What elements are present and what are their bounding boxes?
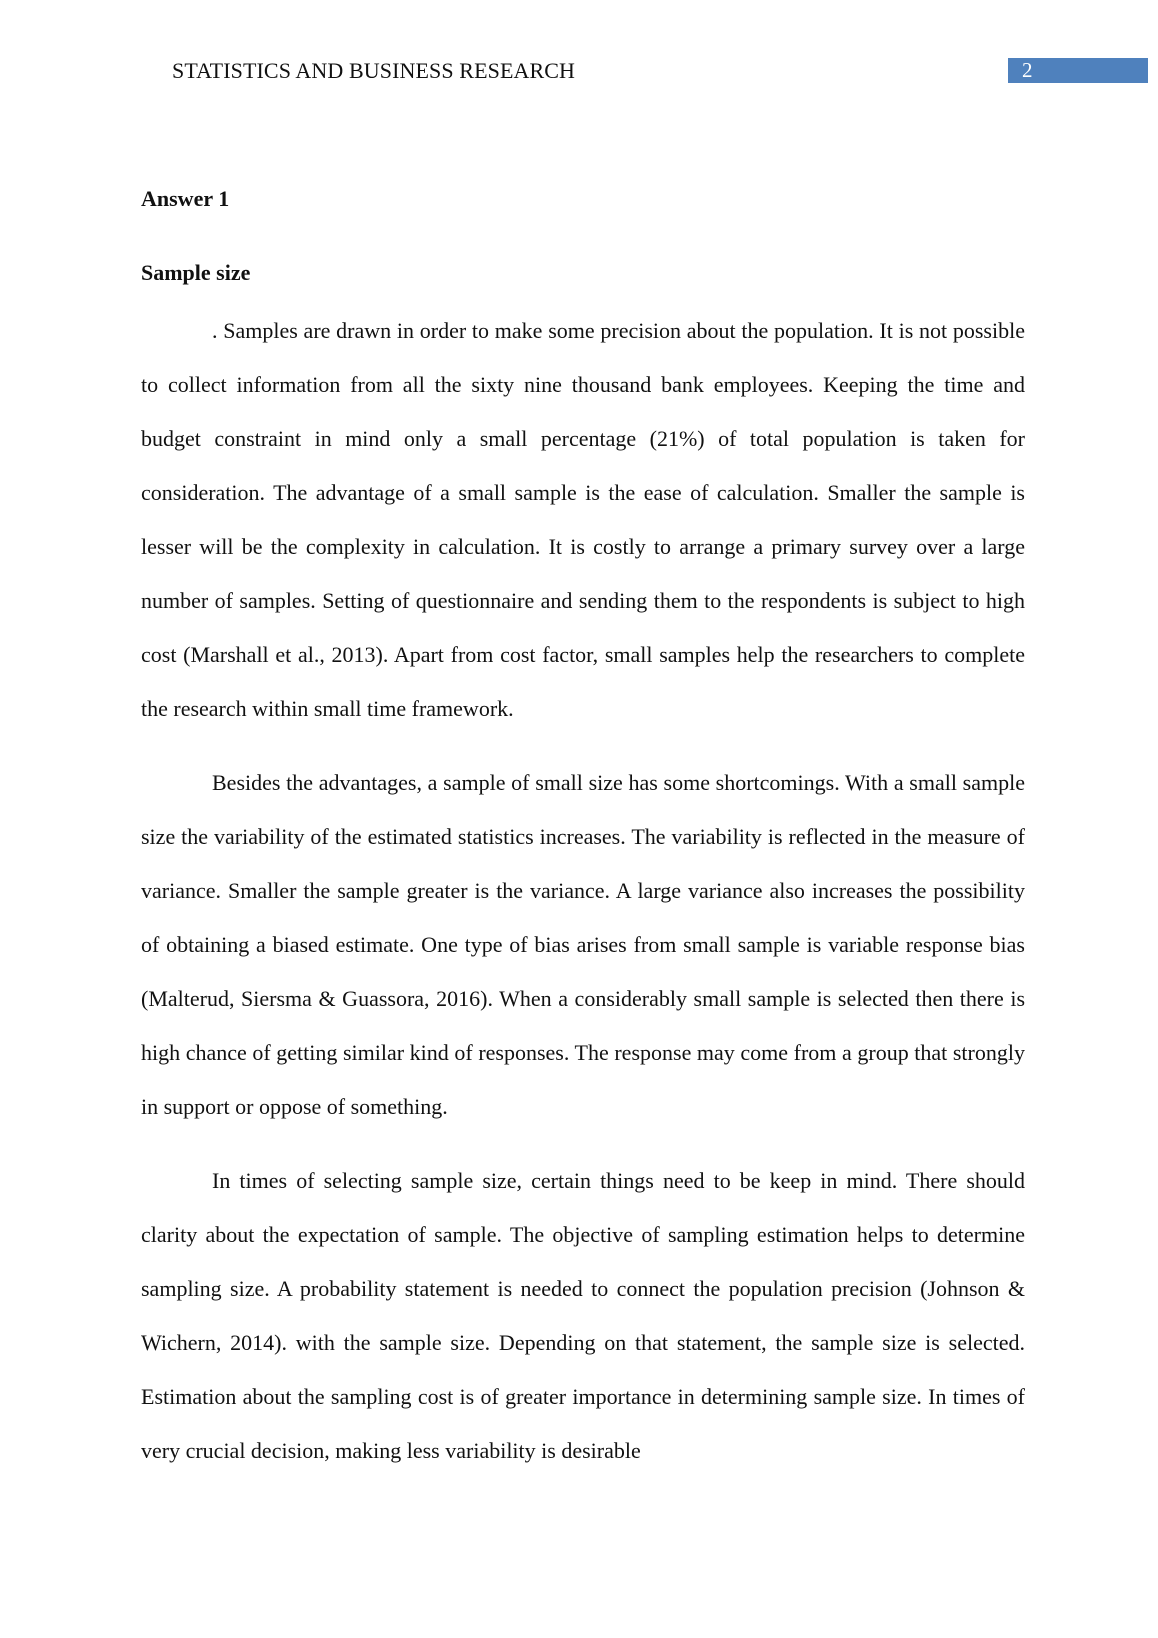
document-body bbox=[141, 184, 1025, 1478]
running-head: STATISTICS AND BUSINESS RESEARCH bbox=[172, 58, 576, 83]
paragraph-1: . Samples are drawn in order to make some precision about the population. It is not possible to collect information from all the sixty nine thousand bank employees. Keeping the time and budget constraint in mind only a small percentage (21%) of total population is taken for consideration. The advantage of a small sample is the ease of calculation. Smaller the sample is lesser will be the complexity in calculation. It is costly to arrange a primary survey over a large number of samples. Setting of questionnaire and sending them to the respondents is subject to high cost (Marshall et al., 2013). Apart from cost factor, small samples help the researchers to complete the research within small time framework. bbox=[141, 318, 1025, 721]
paragraph-3: In times of selecting sample size, certain things need to be keep in mind. There should clarity about the expectation of sample. The objective of sampling estimation helps to determine sampling size. A probability statement is needed to connect the population precision (Johnson & Wichern, 2014). with the sample size. Depending on that statement, the sample size is selected. Estimation about the sampling cost is of greater importance in determining sample size. In times of very crucial decision, making less variability is desirable bbox=[141, 1168, 1025, 1463]
section-heading: Sample size bbox=[141, 260, 251, 285]
answer-heading: Answer 1 bbox=[141, 186, 230, 211]
page-number-badge bbox=[1008, 58, 1148, 83]
page-number: 2 bbox=[1022, 58, 1033, 82]
paragraph-2: Besides the advantages, a sample of small size has some shortcomings. With a small sample size the variability of the estimated statistics increases. The variability is reflected in the measure of variance. Smaller the sample greater is the variance. A large variance also increases the possibility of obtaining a biased estimate. One type of bias arises from small sample is variable response bias (Malterud, Siersma & Guassora, 2016). When a considerably small sample is selected then there is high chance of getting similar kind of responses. The response may come from a group that strongly in support or oppose of something. bbox=[141, 770, 1025, 1119]
